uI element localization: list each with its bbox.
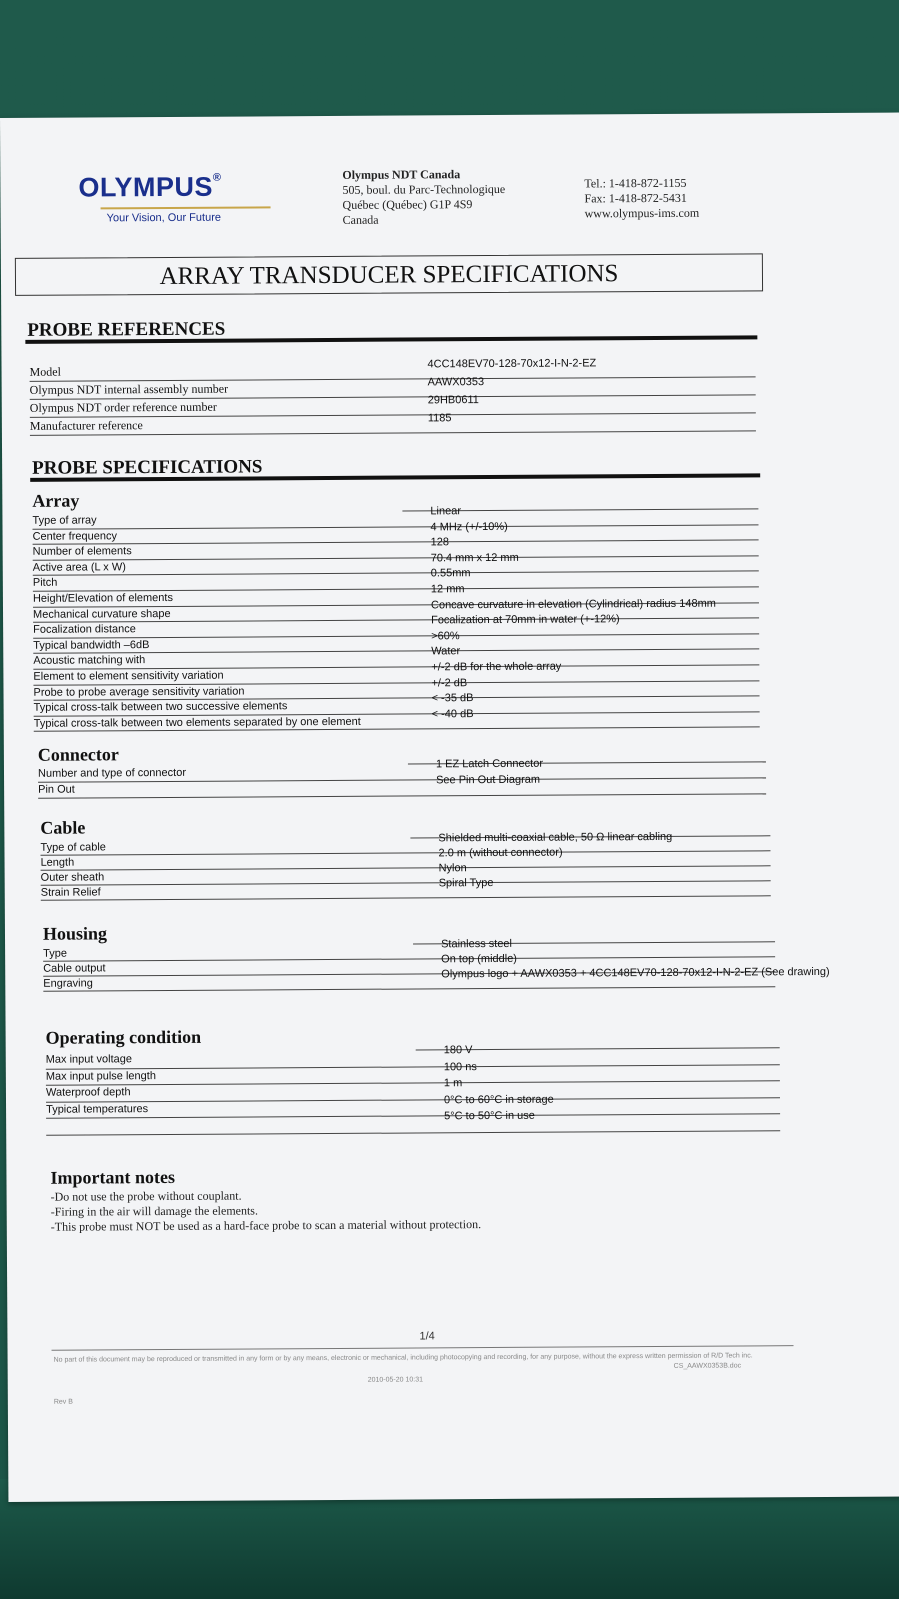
- reference-value: 4CC148EV70-128-70x12-I-N-2-EZ: [427, 357, 597, 371]
- operating-label: Max input voltage: [45, 1053, 133, 1066]
- array-value: < -35 dB: [431, 692, 474, 705]
- housing-label: Type: [43, 947, 68, 960]
- array-value: Focalization at 70mm in water (+-12%): [431, 613, 620, 627]
- housing-label: Engraving: [43, 977, 93, 990]
- footer-disclaimer: No part of this document may be reproduced or transmitted in any form or by any means, electronic or mechanical, including photocopying and recording, for any purpose, without the express written permission of R/D Tech inc.: [53, 1352, 753, 1364]
- array-label: Probe to probe average sensitivity variation: [33, 685, 245, 699]
- operating-value: 5°C to 50°C in use: [444, 1109, 535, 1123]
- array-label: Height/Elevation of elements: [32, 591, 174, 605]
- reference-value: 1185: [427, 412, 452, 425]
- olympus-logo: OLYMPUS®: [78, 171, 222, 203]
- array-label: Number of elements: [32, 545, 132, 558]
- probe-specifications-heading: PROBE SPECIFICATIONS: [32, 456, 263, 479]
- footer-doc-ref: CS_AAWX0353B.doc: [673, 1362, 742, 1370]
- array-value: 4 MHz (+/-10%): [430, 520, 508, 533]
- operating-value: 0°C to 60°C in storage: [443, 1093, 554, 1106]
- reference-label: Model: [29, 364, 61, 379]
- cable-label: Strain Relief: [40, 886, 101, 899]
- footer-rule: [52, 1345, 794, 1351]
- housing-label: Cable output: [43, 962, 106, 975]
- array-label: Mechanical curvature shape: [32, 607, 171, 621]
- array-value: 128: [430, 536, 449, 549]
- cable-value: Nylon: [438, 862, 467, 875]
- housing-heading: Housing: [42, 923, 108, 944]
- array-label: Typical cross-talk between two elements separated by one element: [33, 715, 361, 730]
- cable-value: Spiral Type: [438, 876, 494, 890]
- probe-references-heading: PROBE REFERENCES: [27, 318, 226, 341]
- document-title-box: [15, 253, 763, 296]
- cable-label: Length: [40, 856, 75, 869]
- array-label: Center frequency: [32, 529, 117, 543]
- housing-value: On top (middle): [441, 952, 517, 966]
- logo-tagline: Your Vision, Our Future: [106, 211, 221, 225]
- company-contact: Tel.: 1-418-872-1155 Fax: 1-418-872-5431 www.olympus-ims.com: [584, 175, 700, 221]
- array-value: Water: [431, 645, 461, 658]
- array-label: Focalization distance: [33, 623, 136, 636]
- notes-list: [51, 1187, 482, 1235]
- connector-heading: Connector: [37, 744, 119, 765]
- reference-value: 29HB0611: [427, 394, 479, 407]
- connector-value: See Pin Out Diagram: [436, 773, 541, 787]
- operating-value: 1 m: [443, 1077, 463, 1090]
- array-heading: Array: [32, 490, 80, 511]
- reference-label: Olympus NDT internal assembly number: [29, 381, 229, 397]
- cable-label: Outer sheath: [40, 871, 105, 884]
- reference-label: Olympus NDT order reference number: [29, 399, 217, 415]
- array-label: Type of array: [32, 514, 97, 527]
- housing-value: Stainless steel: [441, 937, 513, 951]
- cable-value: Shielded multi-coaxial cable, 50 Ω linear cabling: [438, 830, 673, 845]
- page-number: 1/4: [419, 1330, 435, 1343]
- array-value: >60%: [431, 629, 460, 643]
- operating-value: 100 ns: [443, 1060, 477, 1073]
- operating-value: 180 V: [443, 1044, 473, 1057]
- reference-value: AAWX0353: [427, 376, 485, 389]
- array-value: Linear: [430, 505, 462, 518]
- connector-label: Number and type of connector: [37, 766, 187, 780]
- connector-label: Pin Out: [38, 783, 75, 796]
- operating-label: Waterproof depth: [45, 1086, 131, 1099]
- notes-heading: Important notes: [50, 1166, 176, 1188]
- note-line: -Do not use the probe without couplant.: [50, 1188, 242, 1204]
- cable-value: 2.0 m (without connector): [438, 846, 563, 860]
- array-label: Typical cross-talk between two successive elements: [33, 700, 288, 714]
- array-value: 12 mm: [430, 583, 465, 596]
- array-value: +/-2 dB: [431, 676, 468, 689]
- footer-revision: Rev B: [53, 1398, 73, 1406]
- cable-heading: Cable: [40, 817, 86, 838]
- array-label: Typical bandwidth –6dB: [33, 638, 150, 652]
- note-line: -Firing in the air will damage the elements.: [50, 1203, 259, 1219]
- operating-label: Max input pulse length: [45, 1069, 156, 1083]
- spec-sheet: [0, 113, 899, 1502]
- logo-underline: [101, 206, 271, 209]
- operating-heading: Operating condition: [45, 1026, 202, 1048]
- cable-label: Type of cable: [40, 841, 106, 854]
- array-label: Acoustic matching with: [33, 654, 146, 668]
- company-address: Olympus NDT Canada 505, boul. du Parc-Technologique Québec (Québec) G1P 4S9 Canada: [342, 167, 506, 227]
- operating-label: Typical temperatures: [46, 1102, 149, 1116]
- array-value: < -40 dB: [431, 707, 474, 721]
- array-value: +/-2 dB for the whole array: [431, 660, 562, 674]
- reference-label: Manufacturer reference: [29, 418, 143, 433]
- array-value: Concave curvature in elevation (Cylindrical) radius 148mm: [430, 597, 716, 611]
- connector-value: 1 EZ Latch Connector: [435, 757, 544, 771]
- array-label: Active area (L x W): [32, 561, 126, 574]
- array-value: 0.55mm: [430, 567, 471, 580]
- note-line: -This probe must NOT be used as a hard-face probe to scan a material without protection.: [50, 1217, 482, 1234]
- array-label: Pitch: [32, 577, 58, 590]
- document-title: ARRAY TRANSDUCER SPECIFICATIONS: [159, 260, 619, 291]
- array-label: Element to element sensitivity variation: [33, 669, 224, 683]
- footer-date: 2010-05-20 10:31: [367, 1376, 424, 1384]
- housing-value: Olympus logo + AAWX0353 + 4CC148EV70-128-70x12-I-N-2-EZ (See drawing): [441, 965, 830, 981]
- array-value: 70.4 mm x 12 mm: [430, 551, 519, 565]
